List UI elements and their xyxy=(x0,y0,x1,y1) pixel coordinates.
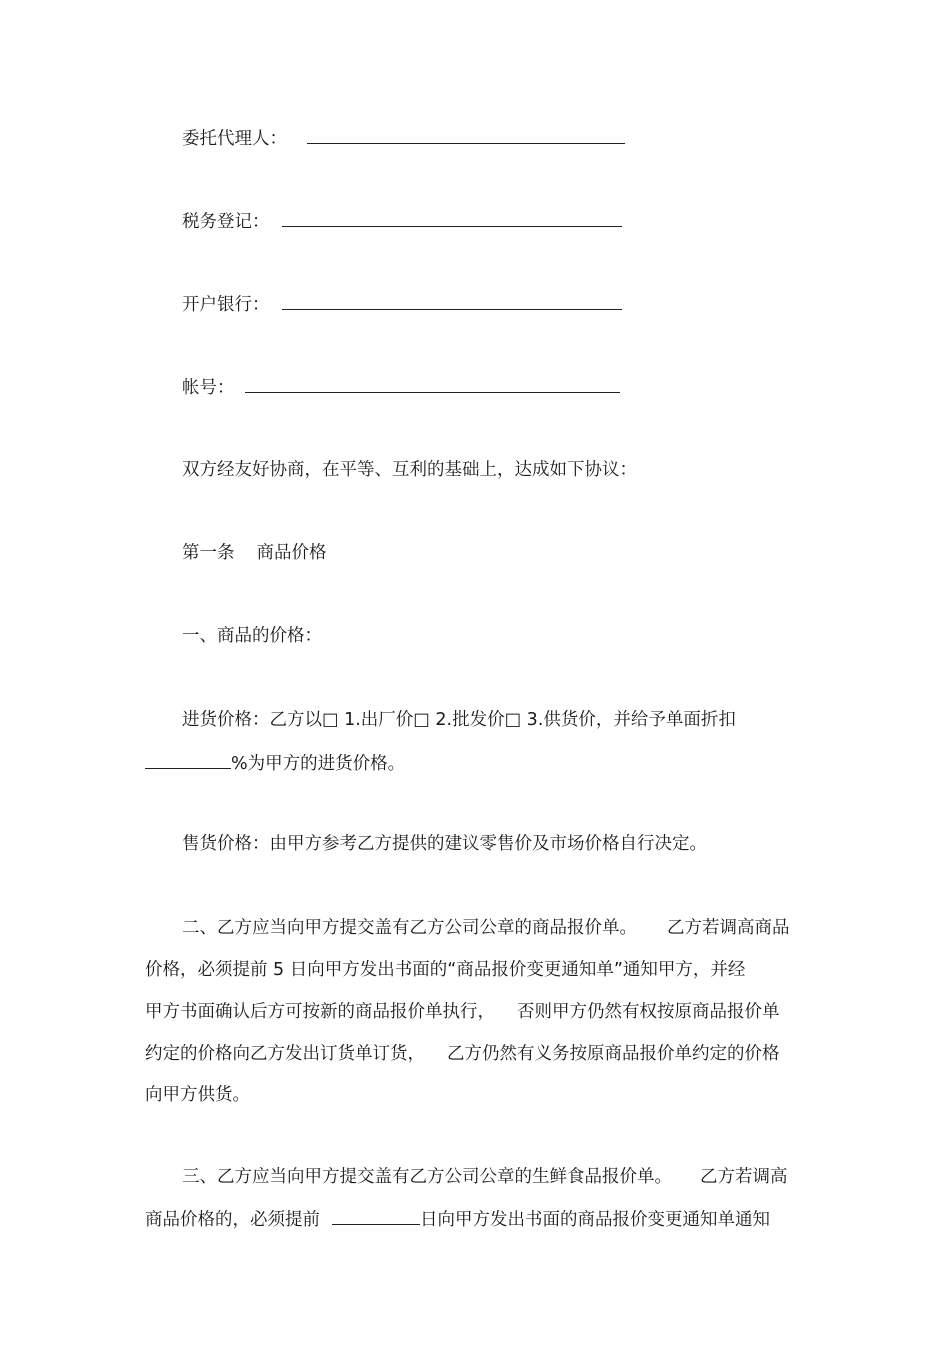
section-2-line-5: 向甲方供货。 xyxy=(145,1085,250,1105)
purchase-price-line-1: 进货价格：乙方以□ 1.出厂价□ 2.批发价□ 3.供货价，并给予单面折扣 xyxy=(182,710,736,730)
account-field xyxy=(182,376,620,399)
section-3-line-2 xyxy=(145,1208,770,1231)
article-title: 商品价格 xyxy=(256,543,327,563)
section-3-text: 三、乙方应当向甲方提交盖有乙方公司公章的生鲜食品报价单。 xyxy=(182,1167,672,1187)
section-2-line-4 xyxy=(145,1043,780,1065)
bank-blank xyxy=(282,293,622,310)
agent-field xyxy=(182,127,625,150)
tax-label: 税务登记： xyxy=(182,212,270,232)
agent-blank xyxy=(307,127,625,144)
section-1-heading: 一、商品的价格： xyxy=(182,626,322,646)
intro-paragraph: 双方经友好协商，在平等、互利的基础上，达成如下协议： xyxy=(182,460,637,480)
article-number: 第一条 xyxy=(182,543,235,563)
section-3-text: 乙方若调高 xyxy=(700,1167,788,1187)
section-2-text: 甲方书面确认后方可按新的商品报价单执行， xyxy=(145,1002,495,1022)
section-3-line-1 xyxy=(182,1166,788,1188)
section-2-line-2: 价格，必须提前 5 日向甲方发出书面的“商品报价变更通知单”通知甲方，并经 xyxy=(145,960,746,980)
purchase-price-tail: %为甲方的进货价格。 xyxy=(231,754,406,774)
section-2-line-3 xyxy=(145,1001,780,1023)
account-blank xyxy=(245,376,620,393)
sales-price-paragraph: 售货价格：由甲方参考乙方提供的建议零售价及市场价格自行决定。 xyxy=(182,834,707,854)
tax-registration-field xyxy=(182,210,622,233)
account-label: 帐号： xyxy=(182,378,235,398)
tax-blank xyxy=(282,210,622,227)
section-2-text: 约定的价格向乙方发出订货单订货， xyxy=(145,1044,425,1064)
discount-blank xyxy=(145,752,231,769)
section-2-text: 乙方若调高商品 xyxy=(667,918,790,938)
section-3-text: 日向甲方发出书面的商品报价变更通知单通知 xyxy=(420,1210,770,1230)
article-1-heading xyxy=(182,542,327,564)
purchase-price-line-2 xyxy=(145,752,405,775)
section-2-text: 二、乙方应当向甲方提交盖有乙方公司公章的商品报价单。 xyxy=(182,918,637,938)
bank-field xyxy=(182,293,622,316)
days-blank xyxy=(332,1208,420,1225)
section-3-text: 商品价格的，必须提前 xyxy=(145,1210,320,1230)
bank-label: 开户银行： xyxy=(182,295,270,315)
section-2-text: 乙方仍然有义务按原商品报价单约定的价格 xyxy=(447,1044,780,1064)
section-2-text: 否则甲方仍然有权按原商品报价单 xyxy=(517,1002,780,1022)
agent-label: 委托代理人： xyxy=(182,129,287,149)
section-2-line-1 xyxy=(182,917,790,939)
